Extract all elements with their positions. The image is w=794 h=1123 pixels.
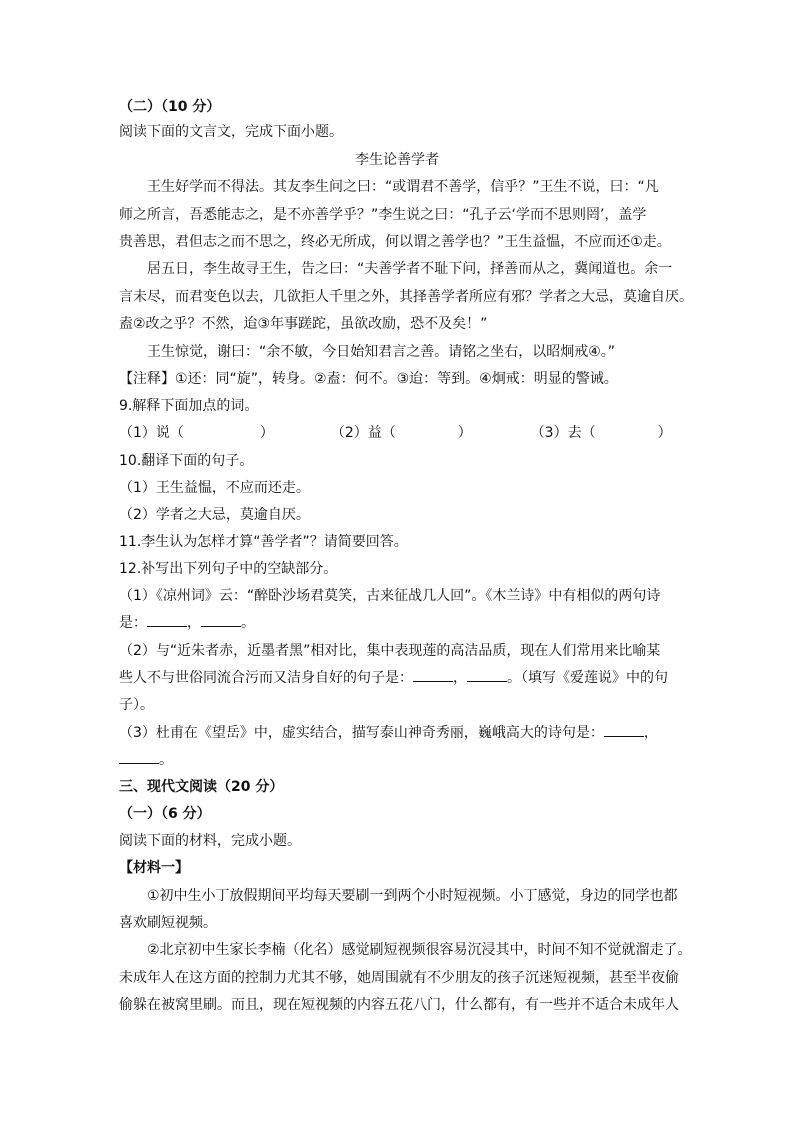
- question-11: 11.李生认为怎样才算“善学者”？请简要回答。: [119, 534, 408, 550]
- passage-line: 王生惊觉，谢曰：“余不敏，今日始知君言之善。请铭之坐右，以昭炯戒④。”: [147, 344, 616, 360]
- answer-blank[interactable]: [604, 724, 644, 737]
- answer-blank[interactable]: [467, 669, 507, 682]
- question-12-3-answer-line: 。: [119, 750, 679, 770]
- section-heading: 三、现代文阅读（20 分）: [119, 779, 284, 795]
- answer-blank[interactable]: [147, 614, 187, 627]
- answer-blank[interactable]: [201, 614, 241, 627]
- question-12-2-line: 子）。: [119, 697, 154, 713]
- passage-line: 言未尽，而君变色以去，几欲拒人千里之外，其择善学者所应有邪？学者之大忌，莫逾自厌。: [119, 289, 693, 305]
- material-line: 偷躲在被窝里刷。而且，现在短视频的内容五花八门，什么都有，有一些并不适合未成年人: [119, 997, 679, 1013]
- question-12-2-line: （2）与“近朱者赤，近墨者黑”相对比，集中表现莲的高洁品质，现在人们常用来比喻某: [119, 643, 661, 659]
- question-12-3-line: （3）杜甫在《望岳》中，虚实结合，描写泰山神奇秀丽，巍峨高大的诗句是： ，: [119, 725, 658, 741]
- question-9: 9.解释下面加点的词。: [119, 398, 259, 414]
- notes-text: 【注释】①还：同“旋”，转身。②盍：何不。③迨：等到。④炯戒：明显的警诫。: [119, 371, 618, 387]
- passage-line: 居五日，李生故寻王生，告之曰：“夫善学者不耻下问，择善而从之，冀闻道也。余一: [147, 261, 673, 277]
- question-9-items: （1）说（ ） （2）益（ ） （3）去（ ）: [119, 425, 672, 441]
- passage-title: 李生论善学者: [355, 152, 439, 168]
- question-10-2: （2）学者之大忌，莫逾自厌。: [119, 507, 310, 523]
- instruction-text: 阅读下面的材料，完成小题。: [119, 833, 301, 849]
- section-heading: （二）（10 分）: [119, 99, 221, 115]
- material-line: 喜欢刷短视频。: [119, 915, 217, 931]
- question-12-1-answer-line: 是： ， 。: [119, 615, 255, 631]
- question-10: 10.翻译下面的句子。: [119, 453, 254, 469]
- answer-blank[interactable]: [119, 751, 159, 764]
- answer-blank[interactable]: [413, 669, 453, 682]
- material-line: 未成年人在这方面的控制力尤其不够，她周围就有不少朋友的孩子沉迷短视频，甚至半夜偷: [119, 970, 679, 986]
- question-12: 12.补写出下列句子中的空缺部分。: [119, 561, 338, 577]
- instruction-text: 阅读下面的文言文，完成下面小题。: [119, 124, 343, 140]
- material-label: 【材料一】: [119, 860, 189, 876]
- section-heading: （一）（6 分）: [119, 806, 211, 822]
- passage-line: 贵善思，君但志之而不思之，终必无所成，何以谓之善学也？”王生益愠，不应而还①走。: [119, 234, 671, 250]
- material-line: ①初中生小丁放假期间平均每天要刷一到两个小时短视频。小丁感觉，身边的同学也都: [147, 888, 678, 904]
- passage-line: 王生好学而不得法。其友李生问之曰：“或谓君不善学，信乎？”王生不说，曰：“凡: [147, 179, 659, 195]
- passage-line: 师之所言，吾悉能志之，是不亦善学乎？”李生说之曰：“孔子云‘学而不思则罔’，盖学: [119, 207, 647, 223]
- passage-line: 盍②改之乎？不然，迨③年事蹉跎，虽欲改励，恐不及矣！”: [119, 316, 488, 332]
- material-line: ②北京初中生家长李楠（化名）感觉刷短视频很容易沉浸其中，时间不知不觉就溜走了。: [147, 942, 692, 958]
- question-12-1-line: （1）《凉州词》云：“醉卧沙场君莫笑，古来征战几人回”。《木兰诗》中有相似的两句诗: [119, 588, 661, 604]
- question-10-1: （1）王生益愠，不应而还走。: [119, 480, 310, 496]
- question-12-2-answer-line: 些人不与世俗同流合污而又洁身自好的句子是： ， 。（填写《爱莲说》中的句: [119, 670, 668, 686]
